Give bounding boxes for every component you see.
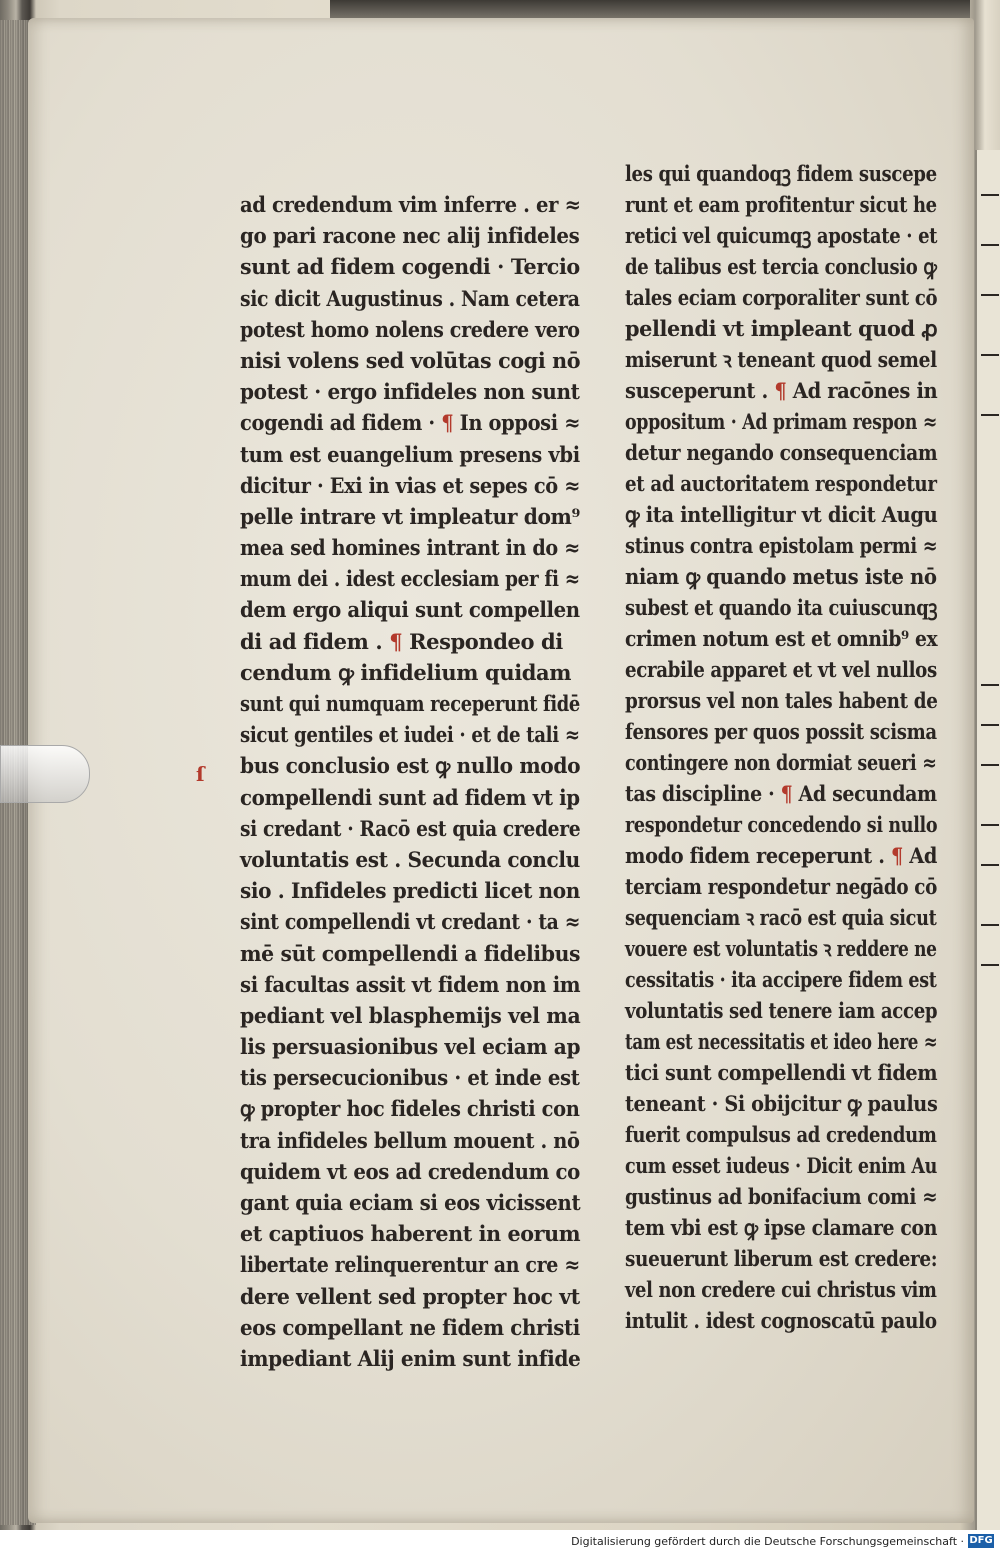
text-line: susceperunt . ¶ Ad racōnes in [625,378,938,403]
text-line: tra infideles bellum mouent . nō [240,1127,580,1153]
text-line: cum esset iudeus · Dicit enim Au [625,1153,938,1178]
text-line: nisi volens sed volūtas cogi nō [240,347,581,373]
text-line: crimen notum est et omnib⁹ ex [625,626,938,651]
text-line: retici vel quicumqꝫ apostate · et [625,223,938,248]
text-line: et ad auctoritatem respondetur [625,471,937,496]
text-line: lis persuasionibus vel eciam ap [240,1034,581,1060]
text-line: mē sūt compellendi a fidelibus [240,940,581,966]
text-line: niam ꝙ quando metus iste nō [625,564,937,589]
text-line: subest et quando ita cuiuscunqꝫ [625,595,938,620]
text-line: tam est necessitatis et ideo here ≈ [625,1029,938,1054]
text-line: mum dei . idest ecclesiam per fi ≈ [240,566,580,592]
text-line: libertate relinquerentur an cre ≈ [240,1252,580,1278]
text-line: sunt qui numquam receperunt fidē [240,691,580,716]
text-line: voluntatis est . Secunda conclu [240,846,580,872]
text-line: mea sed homines intrant in do ≈ [240,535,580,561]
text-line: pediant vel blasphemijs vel ma [240,1002,581,1028]
text-line: tis persecucionibus · et inde est [240,1065,580,1091]
text-line: intulit . idest cognoscatū paulo [625,1308,937,1333]
footer-bar [0,1530,1000,1554]
footer-credit: Digitalisierung gefördert durch die Deutsche Forschungsgemeinschaft · [571,1535,964,1548]
text-line: dem ergo aliqui sunt compellen [240,597,580,623]
text-line: cessitatis · ita accipere fidem est [625,967,937,992]
text-line: ecrabile apparet et vt vel nullos [625,657,937,682]
text-line: fensores per quos possit scisma [625,719,937,744]
text-line: terciam respondetur negādo cō [625,874,937,899]
text-line: runt et eam profitentur sicut he [625,192,937,217]
rubric-pilcrow: ¶ [774,378,787,403]
page-bookmark-tab [0,745,90,803]
text-line: sic dicit Augustinus . Nam cetera [240,285,580,311]
text-line: dicitur · Exi in vias et sepes cō ≈ [240,472,580,498]
text-line: cogendi ad fidem · ¶ In opposi ≈ [240,410,581,436]
text-line: fuerit compulsus ad credendum [625,1122,937,1147]
text-line: ad credendum vim inferre . er ≈ [240,192,581,217]
text-line: detur negando consequenciam [625,440,938,465]
text-line: pellendi vt impleant quod ꝓ [625,316,938,341]
text-line: les qui quandoqꝫ fidem suscepe [625,161,937,186]
text-line: gant quia eciam si eos vicissent [240,1190,581,1215]
text-line: tum est euangelium presens vbi [240,441,580,467]
text-line: sint compellendi vt credant · ta ≈ [240,909,581,935]
facing-page-edge [975,150,1000,1530]
text-line: sequenciam ꝛ racō est quia sicut [625,905,937,930]
text-line: modo fidem receperunt . ¶ Ad [625,843,938,868]
text-line: tici sunt compellendi vt fidem [625,1060,938,1085]
text-line: oppositum · Ad primam respon ≈ [625,409,937,434]
text-line: eos compellant ne fidem christi [240,1314,580,1340]
text-line: di ad fidem . ¶ Respondeo di [240,628,563,654]
text-line: respondetur concedendo si nullo [625,812,938,837]
text-line: go pari racone nec alij infideles [240,223,580,249]
rubric-pilcrow: ¶ [890,843,903,868]
text-line: sio . Infideles predicti licet non [240,878,580,904]
text-line: tem vbi est ꝙ ipse clamare con [625,1215,938,1240]
text-line: miserunt ꝛ teneant quod semel [625,347,937,372]
text-line: potest · ergo infideles non sunt [240,379,580,405]
text-line: voluntatis sed tenere iam accep [625,998,938,1023]
text-line: pelle intrare vt impleatur dom⁹ [240,503,580,529]
text-line: cendum ꝙ infidelium quidam [240,659,572,685]
text-line: tas discipline · ¶ Ad secundam [625,781,937,806]
rubric-pilcrow: ¶ [389,628,403,654]
text-line: sunt ad fidem cogendi · Tercio [240,254,580,280]
text-line: ꝙ ita intelligitur vt dicit Augu [625,502,938,527]
text-line: teneant · Si obijcitur ꝙ paulus [625,1091,938,1116]
rubric-paragraph-mark: ſ [196,762,205,786]
text-line: sicut gentiles et iudei · et de tali ≈ [240,722,580,748]
text-line: compellendi sunt ad fidem vt ip [240,784,580,810]
text-line: quidem vt eos ad credendum co [240,1158,580,1184]
text-line: si credant · Racō est quia credere [240,815,581,841]
text-line: stinus contra epistolam permi ≈ [625,533,938,558]
rubric-pilcrow: ¶ [441,410,454,436]
text-line: de talibus est tercia conclusio ꝙ [625,254,937,279]
text-line: contingere non dormiat seueri ≈ [625,750,937,775]
text-line: vouere est voluntatis ꝛ reddere ne [625,936,937,961]
left-text-column [240,189,580,1374]
text-line: sueuerunt liberum est credere: [625,1246,938,1271]
text-line: si facultas assit vt fidem non im [240,971,581,997]
text-line: bus conclusio est ꝙ nullo modo [240,753,581,779]
dfg-logo: DFG [969,1535,993,1546]
text-line: ꝙ propter hoc fideles christi con [240,1096,580,1122]
rubric-pilcrow: ¶ [780,781,793,806]
text-line: vel non credere cui christus vim [625,1277,937,1302]
text-line: tales eciam corporaliter sunt cō [625,285,938,310]
text-line: dere vellent sed propter hoc vt [240,1283,580,1309]
text-line: prorsus vel non tales habent de [625,688,938,713]
text-line: et captiuos haberent in eorum [240,1221,581,1247]
text-line: potest homo nolens credere vero [240,316,580,342]
text-line: impediant Alij enim sunt infide [240,1345,581,1371]
right-text-column [625,158,937,1336]
text-line: gustinus ad bonifacium comi ≈ [625,1184,938,1209]
